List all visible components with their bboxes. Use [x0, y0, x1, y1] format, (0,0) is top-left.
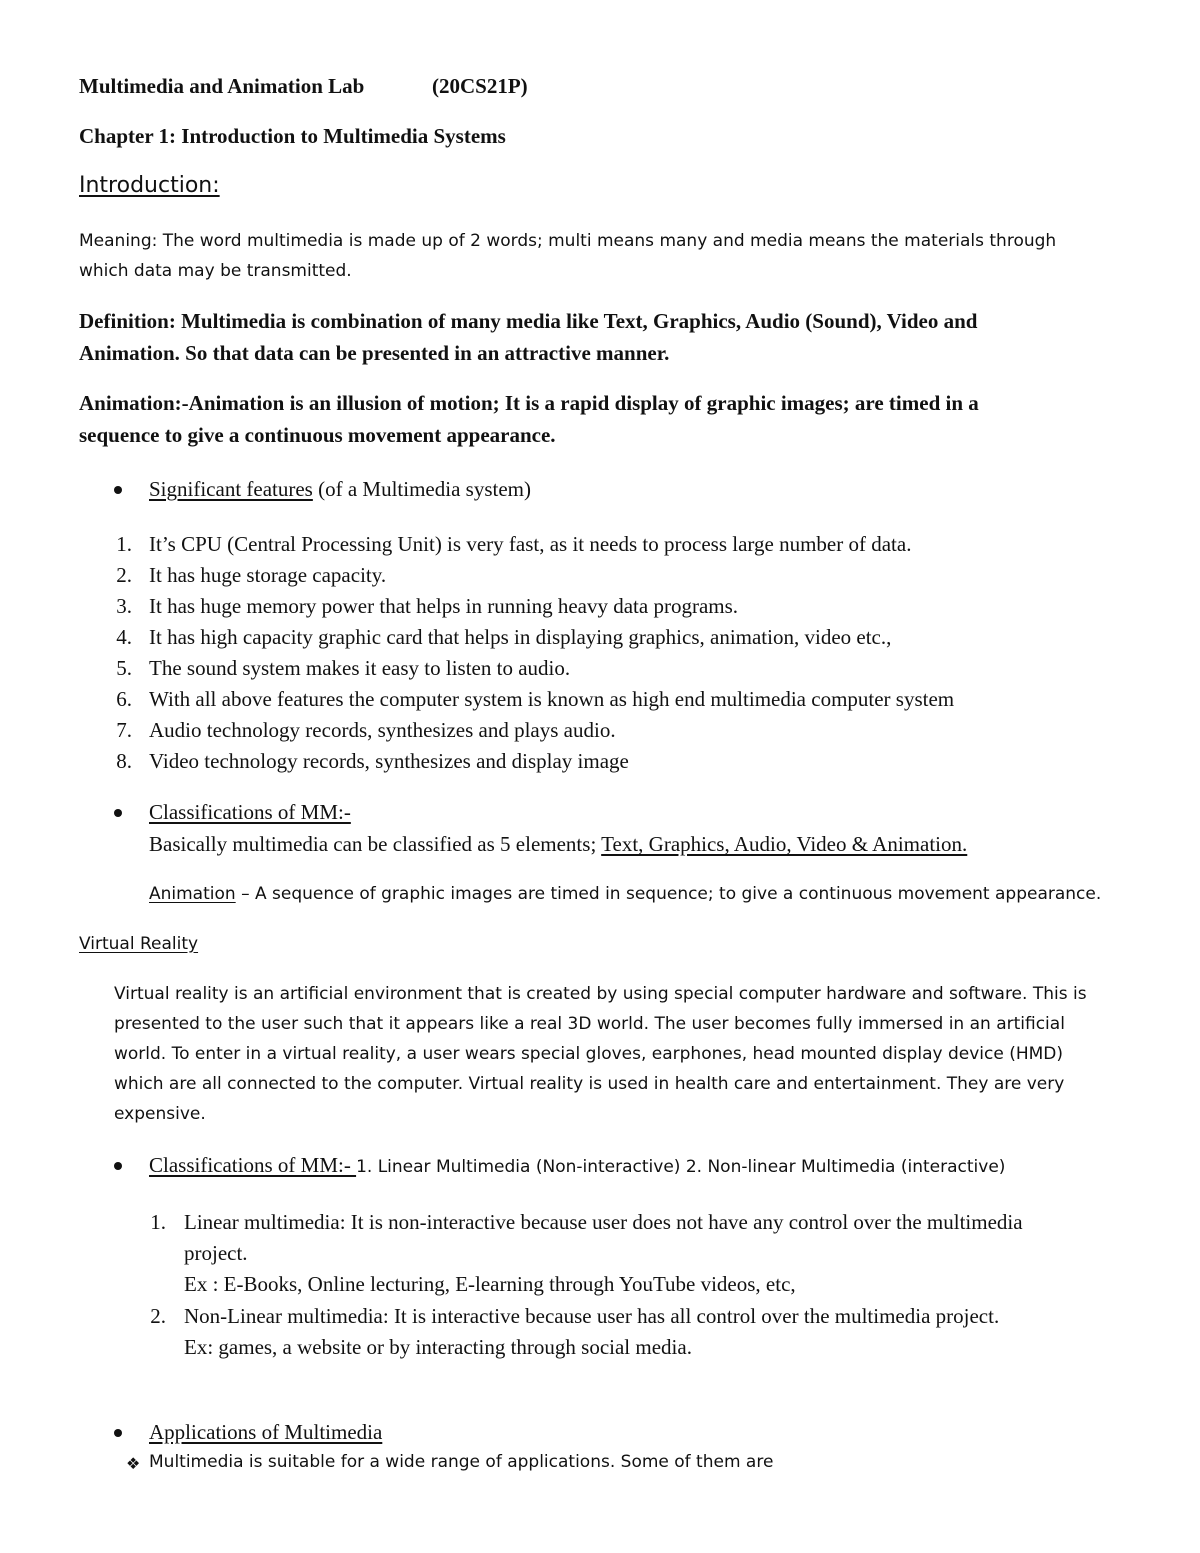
list-number: 3.: [116, 594, 132, 618]
list-item: With all above features the computer system is known as high end multimedia computer system: [149, 687, 955, 711]
chapter-title: Chapter 1: Introduction to Multimedia Systems: [79, 124, 506, 148]
bullet-icon: [114, 809, 122, 817]
features-heading-label: Significant features: [149, 477, 313, 501]
list-number: 1.: [116, 532, 132, 556]
nonlinear-line-1: Non-Linear multimedia: It is interactive because user has all control over the multimedia project.: [184, 1304, 1000, 1328]
list-number: 6.: [116, 687, 132, 711]
list-item: The sound system makes it easy to listen to audio.: [149, 656, 571, 680]
vr-line: world. To enter in a virtual reality, a user wears special gloves, earphones, head mounted display device (HMD): [114, 1044, 1063, 1064]
features-heading-suffix: (of a Multimedia system): [312, 477, 531, 501]
vr-line: which are all connected to the computer. Virtual reality is used in health care and entertainment. They are very: [114, 1074, 1065, 1094]
linear-line-1: Linear multimedia: It is non-interactive because user does not have any control over the multimedia: [184, 1210, 1023, 1234]
list-number: 2.: [116, 563, 132, 587]
nonlinear-line-2: Ex: games, a website or by interacting through social media.: [184, 1335, 692, 1359]
linear-line-3: Ex : E-Books, Online lecturing, E-learning through YouTube videos, etc,: [184, 1272, 796, 1296]
features-heading: [149, 477, 531, 502]
course-code: (20CS21P): [432, 74, 528, 98]
list-number: 8.: [116, 749, 132, 773]
list-number: 4.: [116, 625, 132, 649]
animation-note-label: Animation: [149, 884, 236, 904]
list-item: It has huge storage capacity.: [149, 563, 387, 587]
animation-note: [149, 884, 1101, 904]
applications-text: Multimedia is suitable for a wide range of applications. Some of them are: [149, 1452, 774, 1472]
classifications-body-prefix: Basically multimedia can be classified as 5 elements;: [149, 832, 602, 856]
meaning-line-2: which data may be transmitted.: [79, 261, 352, 281]
list-number: 2.: [150, 1304, 166, 1328]
applications-heading: Applications of Multimedia: [149, 1420, 383, 1444]
list-number: 1.: [150, 1210, 166, 1234]
classifications-types: 1. Linear Multimedia (Non-interactive) 2. Non-linear Multimedia (interactive): [356, 1157, 1006, 1177]
bullet-icon: [114, 1429, 122, 1437]
classifications-elements: Text, Graphics, Audio, Video & Animation.: [601, 832, 968, 856]
diamond-bullet-icon: ❖: [126, 1454, 141, 1473]
list-item: It has high capacity graphic card that helps in displaying graphics, animation, video etc.,: [149, 625, 892, 649]
classifications-heading: Classifications of MM:-: [149, 800, 351, 824]
animation-definition-line-2: sequence to give a continuous movement appearance.: [79, 423, 556, 447]
linear-line-2: project.: [184, 1241, 248, 1265]
course-title: [79, 74, 364, 99]
list-item: Audio technology records, synthesizes and plays audio.: [149, 718, 616, 742]
classifications-body: [149, 832, 967, 857]
section-heading-introduction: Introduction:: [79, 173, 220, 198]
list-item: It has huge memory power that helps in running heavy data programs.: [149, 594, 739, 618]
vr-heading: Virtual Reality: [79, 934, 199, 954]
course-name: Multimedia and Animation Lab: [79, 74, 365, 98]
vr-line: Virtual reality is an artificial environment that is created by using special computer hardware and software. This is: [114, 984, 1087, 1004]
animation-definition-line-1: Animation:-Animation is an illusion of motion; It is a rapid display of graphic images; are timed in a: [79, 391, 979, 415]
vr-line: presented to the user such that it appears like a real 3D world. The user becomes fully immersed in an artificial: [114, 1014, 1065, 1034]
vr-line: expensive.: [114, 1104, 206, 1124]
definition-line-1: Definition: Multimedia is combination of many media like Text, Graphics, Audio (Sound), Video and: [79, 309, 978, 333]
bullet-icon: [114, 1162, 122, 1170]
classifications-heading-2: Classifications of MM:-: [149, 1153, 357, 1177]
definition-line-2: Animation. So that data can be presented in an attractive manner.: [79, 341, 670, 365]
list-item: Video technology records, synthesizes and display image: [149, 749, 629, 773]
classifications-types-line: [149, 1153, 1005, 1178]
list-number: 7.: [116, 718, 132, 742]
list-number: 5.: [116, 656, 132, 680]
list-item: It’s CPU (Central Processing Unit) is very fast, as it needs to process large number of data.: [149, 532, 912, 556]
meaning-line-1: Meaning: The word multimedia is made up of 2 words; multi means many and media means the materials through: [79, 231, 1057, 251]
bullet-icon: [114, 486, 122, 494]
animation-note-text: – A sequence of graphic images are timed in sequence; to give a continuous movement appearance.: [235, 884, 1102, 904]
